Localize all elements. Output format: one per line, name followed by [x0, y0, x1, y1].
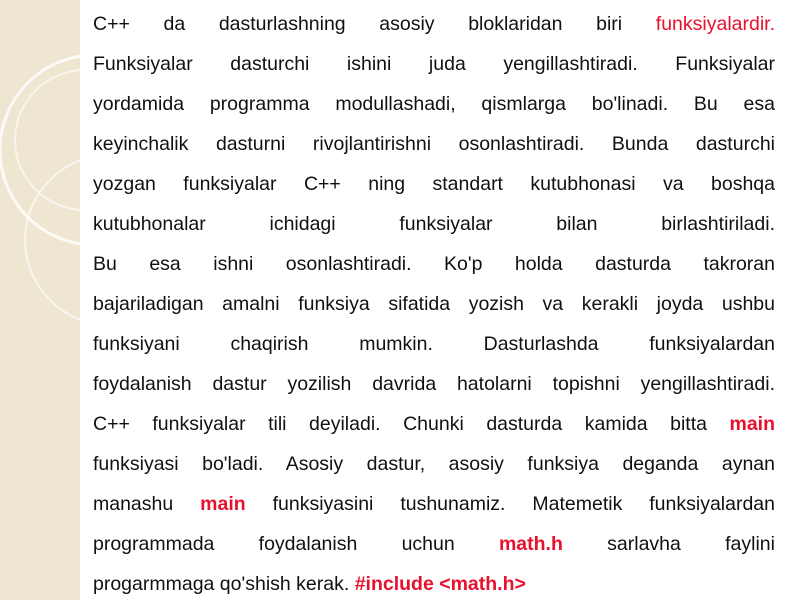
text-line — [93, 444, 775, 484]
text-segment: foydalanish dastur yozilish davrida hatolarni topishni yengillashtiradi. — [93, 373, 775, 395]
text-segment: yordamida programma modullashadi, qismlarga bo'linadi. Bu esa — [93, 93, 775, 115]
text-line — [93, 564, 775, 604]
text-line — [93, 484, 775, 524]
text-segment: C++ funksiyalar tili deyiladi. Chunki dasturda kamida bitta — [93, 413, 730, 435]
text-line — [93, 164, 775, 204]
highlighted-term: main — [200, 493, 246, 515]
slide-body-text — [93, 4, 775, 604]
text-line — [93, 44, 775, 84]
decorative-side-panel — [0, 0, 80, 600]
highlighted-term: main — [729, 413, 775, 435]
text-line — [93, 4, 775, 44]
text-segment: C++ da dasturlashning asosiy bloklaridan biri — [93, 13, 656, 35]
text-segment: bajariladigan amalni funksiya sifatida yozish va kerakli joyda ushbu — [93, 293, 775, 315]
text-segment: funksiyasini tushunamiz. Matemetik funksiyalardan — [245, 493, 775, 515]
text-line — [93, 204, 775, 244]
highlighted-term: math.h — [498, 533, 563, 555]
text-line — [93, 364, 775, 404]
text-line — [93, 124, 775, 164]
text-segment: manashu — [93, 493, 201, 515]
text-segment: yozgan funksiyalar C++ ning standart kutubhonasi va boshqa — [93, 173, 775, 195]
text-line — [93, 84, 775, 124]
highlighted-term: funksiyalardir. — [655, 13, 775, 35]
text-line — [93, 284, 775, 324]
text-line — [93, 324, 775, 364]
highlighted-term: #include <math.h> — [354, 573, 526, 595]
text-segment: keyinchalik dasturni rivojlantirishni osonlashtiradi. Bunda dasturchi — [93, 133, 775, 155]
text-line — [93, 244, 775, 284]
text-segment: sarlavha faylini — [562, 533, 775, 555]
decorative-arcs — [0, 0, 80, 600]
text-segment: funksiyani chaqirish mumkin. Dasturlashda funksiyalardan — [93, 333, 775, 355]
text-segment: kutubhonalar ichidagi funksiyalar bilan birlashtiriladi. — [93, 213, 775, 235]
text-line — [93, 524, 775, 564]
text-segment: Funksiyalar dasturchi ishini juda yengillashtiradi. Funksiyalar — [93, 53, 775, 75]
text-line — [93, 404, 775, 444]
text-segment: Bu esa ishni osonlashtiradi. Ko'p holda dasturda takroran — [93, 253, 775, 275]
text-segment: progarmmaga qo'shish kerak. — [93, 573, 355, 595]
text-segment: programmada foydalanish uchun — [93, 533, 499, 555]
text-segment: funksiyasi bo'ladi. Asosiy dastur, asosiy funksiya deganda aynan — [93, 453, 775, 475]
